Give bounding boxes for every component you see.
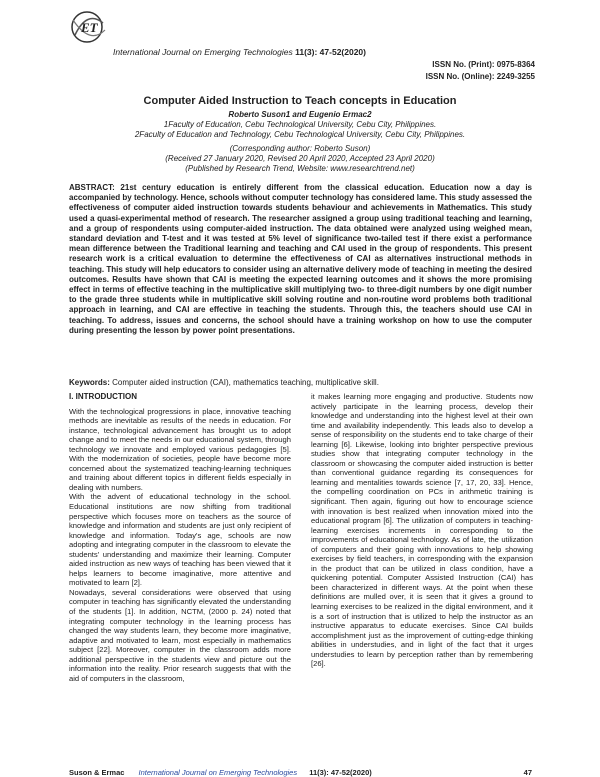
- keywords-text: Computer aided instruction (CAI), mathematics teaching, multiplicative skill.: [112, 378, 379, 387]
- corresponding-author: (Corresponding author: Roberto Suson): [229, 144, 371, 153]
- paragraph: Nowadays, several considerations were observed that using computer in teaching has significantly elevated the understanding of the students [1]. In addition, NCTM, (2000 p. 24) noted that integrating computer technology in the learning process has changed the way students learn, they become more imaginative, adaptive and motivated to learn, most especially in mathematics subject [22]. Moreover, computer in the classroom adds more additional perspective in the students view and picture out the information into the reality. Prior research suggests that with the aid of computers in the classroom,: [69, 587, 291, 683]
- footer-journal: International Journal on Emerging Technologies: [138, 768, 298, 777]
- publisher-note: (Published by Research Trend, Website: www.researchtrend.net): [185, 164, 415, 173]
- affiliation-1: 1Faculty of Education, Cebu Technological University, Cebu City, Philippines.: [163, 120, 437, 129]
- right-column: [311, 392, 533, 669]
- keywords-label: Keywords:: [69, 378, 110, 387]
- paper-title: Computer Aided Instruction to Teach concepts in Education: [143, 95, 457, 107]
- svg-text:ET: ET: [81, 20, 98, 35]
- journal-citation: [113, 47, 366, 57]
- journal-name: International Journal on Emerging Technologies: [113, 47, 293, 57]
- keywords: [69, 378, 532, 387]
- section-heading: I. INTRODUCTION: [69, 392, 137, 401]
- paragraph: With the advent of educational technology in the school. Educational institutions are now shifting from traditional perspective which focuses more on teachers as the source of knowledge and information and students are just only recipient of knowledge and information. Today's age, schools are now adopting and integrating computer in the classroom to elevate the students' understanding and maximize their learning. Computer aided instruction as new ways of teaching has been viewed that it helps learners to become imaginative, more attentive and motivated to learn [2].: [69, 492, 291, 588]
- paragraph: With the technological progressions in place, innovative teaching methods are inevitable as results of the needs in education. For instance, technological advancement has brought us to adopt change and to meet the needs in our educational system, through technology we innovate and employed various pedagogies [5]. With the modernization of societies, people have become more concerned about the systematized teaching-learning techniques and training about different topics in different fields especially in dealing with numbers.: [69, 406, 291, 492]
- journal-volume: 11(3): 47-52(2020): [295, 47, 366, 57]
- affiliation-2: 2Faculty of Education and Technology, Cebu Technological University, Cebu City, Philippines.: [134, 130, 466, 139]
- left-column: [69, 392, 291, 683]
- footer-volume: 11(3): 47-52(2020): [309, 768, 372, 777]
- received-dates: (Received 27 January 2020, Revised 20 April 2020, Accepted 23 April 2020): [165, 154, 435, 163]
- issn-online: ISSN No. (Online): 2249-3255: [425, 72, 535, 81]
- author-block: [0, 110, 600, 174]
- paragraph: it makes learning more engaging and productive. Students now actively participate in the learning process, develop their knowledge and understanding into the highest level at their own time and availability independently. This leads also to develop a sense of responsibility on the students end to take charge of their learning [6]. Likewise, looking into brighter perspective previous studies show that integrating computer technology in the classroom or showcasing the computer aided instruction is better than conventional guidance regarding its consequences for learning and mentalities towards science [7, 17, 20, 33]. Hence, the compelling coordination on PCs in arithmetic training is significant. Then again, figuring out how to encourage science with innovation is best realized when innovation mixed into the educational program [6]. The utilization of computers in teaching-learning exercises increments in corresponding to the improvements of educational technology. As of late, the utilization of computers and their going with innovations to help showing exercises by field teachers, in corresponding with the expansion in the product that can be utilized in class condition, have a quickening potential. Computer Assisted Instruction (CAI) has been characterized in different ways. At the point when these definitions are mulled over, it is seen that it gives a ground to learning exercises to be realized in the digital environment, and it is a sort of instruction that is utilized to help the instructor as an instructive apparatus to educate exercises. Since CAI builds accomplishment just as the improvement of cutting-edge thinking abilities in understudies, and in light of the fact that it urges understudies to learn by perception rather than by remembering [26].: [311, 392, 533, 669]
- footer-authors: Suson & Ermac: [69, 768, 125, 777]
- page-number: 47: [523, 768, 532, 777]
- author-names: Roberto Suson1 and Eugenio Ermac2: [228, 110, 372, 119]
- abstract: ABSTRACT: 21st century education is entirely different from the classical education. Education now a day is accompanied by technology. Hence, schools without computer technology has considered lame. This study assessed the effectiveness of computer aided instruction towards students behaviour and achievements in Mathematics. This study used a quasi-experimental method of research. The researcher assigned a group using traditional teaching and learning, and a group of respondents using computer-aided instruction. The data obtained were analyzed using weighed mean, standard deviation and T-test and it was tested at 5% level of significance two-tailed test if there exist a performance mean difference between the Traditional learning and teaching and CAI used in the group of respondents. This present research work is a critical evaluation to determine the effectiveness of CAI as alternatives instructional methods in teaching. This study will help educators to consider using an alternative delivery mode of teaching in meeting the desired outcomes. Results have shown that CAI is meeting the expected learning outcomes and it shows the more promising effect in terms of effective teaching in the multiplicative skill multiplying two- to three-digit numbers by one digit number to the grade three students while in multiplicative skill solving routine and non-routine word problems both traditional approach in learning, and CAI are effective in teaching the students. Through this, the teachers should use CAI in teaching. To address, issues and concerns, the school should have a training workshop on how to use the computer during presenting the lesson by power point presentations.: [69, 183, 532, 335]
- issn-print: ISSN No. (Print): 0975-8364: [432, 60, 535, 69]
